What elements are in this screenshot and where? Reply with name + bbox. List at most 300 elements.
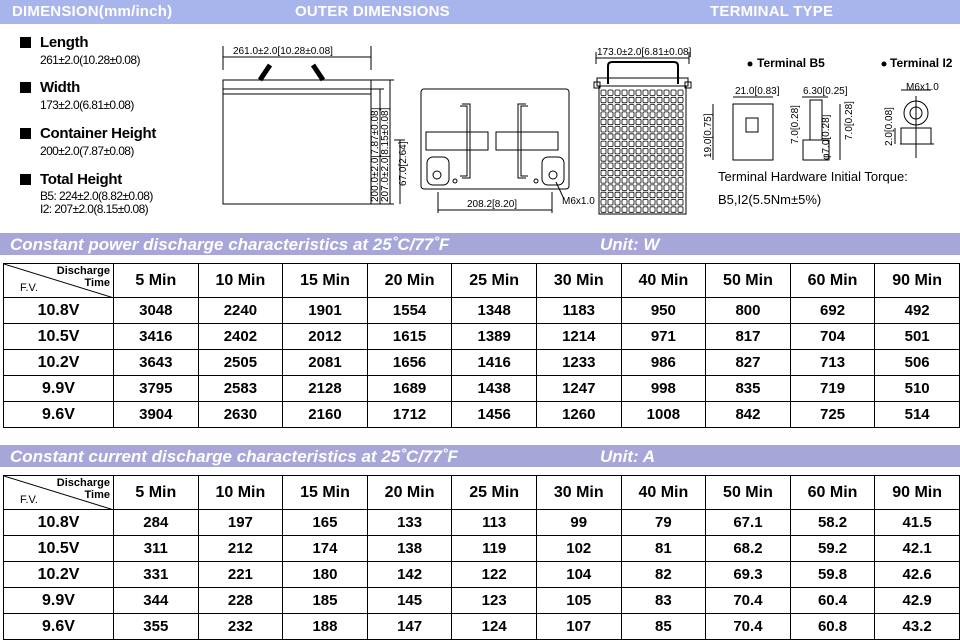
rib-cell	[678, 148, 683, 154]
table-cell: 133	[367, 510, 452, 536]
table-cell: 60.8	[790, 614, 875, 640]
rib-cell	[671, 192, 676, 198]
rib-cell	[629, 141, 634, 147]
rib-cell	[622, 207, 627, 213]
corner-fv-label: F.V.	[20, 282, 38, 294]
outer-dimensions-drawing	[0, 0, 960, 230]
table-cell: 228	[198, 588, 283, 614]
table-cell: 2160	[283, 402, 368, 428]
battery-front-view	[594, 52, 691, 214]
rib-cell	[671, 134, 676, 140]
table-cell: 122	[452, 562, 537, 588]
spec-total-height-b5: B5: 224±2.0(8.82±0.08)	[40, 189, 153, 203]
rib-cell	[650, 97, 655, 103]
table-cell: 147	[367, 614, 452, 640]
rib-cell	[629, 90, 634, 96]
table-cell: 185	[283, 588, 368, 614]
rib-cell	[678, 178, 683, 184]
table-row	[4, 402, 960, 428]
rib-cell	[608, 141, 613, 147]
rib-cell	[650, 119, 655, 125]
column-header: 10 Min	[198, 476, 283, 510]
rib-cell	[608, 105, 613, 111]
column-header: 30 Min	[536, 476, 621, 510]
table-cell: 1438	[452, 376, 537, 402]
rib-cell	[622, 148, 627, 154]
final-voltage-cell: 10.8V	[4, 298, 114, 324]
rib-cell	[643, 163, 648, 169]
rib-cell	[671, 97, 676, 103]
terminal-b5-post-height-dim: 7.0[0.28]	[790, 105, 801, 144]
rib-cell	[636, 148, 641, 154]
rib-cell	[671, 105, 676, 111]
table-cell: 1416	[452, 350, 537, 376]
rib-cell	[664, 141, 669, 147]
rib-cell	[608, 170, 613, 176]
table-cell: 102	[536, 536, 621, 562]
rib-cell	[671, 170, 676, 176]
rib-cell	[671, 90, 676, 96]
rib-cell	[678, 127, 683, 133]
column-header: 25 Min	[452, 264, 537, 298]
rib-cell	[657, 200, 662, 206]
terminal-b5-hole-dim: 7.0[0.28]	[844, 101, 855, 140]
column-header: 15 Min	[283, 476, 368, 510]
rib-cell	[643, 119, 648, 125]
power-discharge-table	[3, 263, 960, 428]
table-cell: 41.5	[875, 510, 960, 536]
rib-cell	[636, 207, 641, 213]
table-cell: 311	[114, 536, 199, 562]
rib-cell	[601, 90, 606, 96]
table-cell: 1656	[367, 350, 452, 376]
power-table-unit: Unit: W	[600, 235, 660, 254]
table-corner-cell	[4, 476, 114, 510]
rib-cell	[671, 178, 676, 184]
rib-cell	[629, 170, 634, 176]
table-cell: 835	[706, 376, 791, 402]
table-cell: 713	[790, 350, 875, 376]
table-cell: 99	[536, 510, 621, 536]
spec-length-label: Length	[40, 34, 89, 51]
table-cell: 70.4	[706, 588, 791, 614]
rib-cell	[601, 148, 606, 154]
rib-cell	[615, 90, 620, 96]
table-cell: 1901	[283, 298, 368, 324]
rib-cell	[629, 112, 634, 118]
rib-cell	[664, 90, 669, 96]
table-cell: 42.6	[875, 562, 960, 588]
rib-cell	[650, 112, 655, 118]
rib-cell	[636, 170, 641, 176]
final-voltage-cell: 10.5V	[4, 324, 114, 350]
rib-cell	[629, 97, 634, 103]
table-header-row	[4, 264, 960, 298]
corner-time-label: Time	[84, 277, 110, 289]
rib-cell	[664, 105, 669, 111]
rib-cell	[664, 97, 669, 103]
rib-cell	[608, 90, 613, 96]
rib-cell	[615, 200, 620, 206]
column-header: 15 Min	[283, 264, 368, 298]
current-discharge-table	[3, 475, 960, 640]
rib-cell	[657, 134, 662, 140]
rib-cell	[608, 112, 613, 118]
rib-cell	[622, 156, 627, 162]
rib-cell	[657, 170, 662, 176]
rib-cell	[671, 141, 676, 147]
rib-cell	[671, 156, 676, 162]
table-cell: 69.3	[706, 562, 791, 588]
rib-cell	[664, 192, 669, 198]
rib-cell	[650, 185, 655, 191]
table-cell: 138	[367, 536, 452, 562]
rib-cell	[664, 148, 669, 154]
table-cell: 827	[706, 350, 791, 376]
rib-cell	[601, 105, 606, 111]
corner-discharge-label: Discharge	[56, 477, 110, 489]
rib-cell	[643, 134, 648, 140]
spec-length-value: 261±2.0(10.28±0.08)	[40, 53, 140, 67]
table-cell: 344	[114, 588, 199, 614]
table-cell: 1456	[452, 402, 537, 428]
table-cell: 284	[114, 510, 199, 536]
rib-cell	[608, 97, 613, 103]
rib-cell	[671, 163, 676, 169]
table-cell: 2240	[198, 298, 283, 324]
rib-cell	[664, 127, 669, 133]
rib-cell	[608, 185, 613, 191]
table-cell: 3904	[114, 402, 199, 428]
rib-cell	[636, 90, 641, 96]
height-dimension-207: 207.0±2.0[8.15±0.08]	[380, 107, 391, 202]
rib-cell	[671, 207, 676, 213]
table-cell: 971	[621, 324, 706, 350]
rib-cell	[601, 178, 606, 184]
rib-cell	[643, 200, 648, 206]
rib-cell	[657, 207, 662, 213]
rib-cell	[601, 185, 606, 191]
rib-cell	[664, 134, 669, 140]
rib-cell	[615, 207, 620, 213]
final-voltage-cell: 9.6V	[4, 614, 114, 640]
column-header: 20 Min	[367, 264, 452, 298]
table-cell: 60.4	[790, 588, 875, 614]
rib-cell	[615, 97, 620, 103]
rib-cell	[622, 185, 627, 191]
rib-cell	[650, 127, 655, 133]
rib-cell	[678, 163, 683, 169]
length-dimension: 261.0±2.0[10.28±0.08]	[233, 46, 333, 57]
terminal-b5-diameter-dim: φ7.0[0.28]	[821, 114, 832, 160]
rib-cell	[636, 119, 641, 125]
column-header: 40 Min	[621, 264, 706, 298]
rib-cell	[601, 163, 606, 169]
table-cell: 82	[621, 562, 706, 588]
bolt-thread-label: M6x1.0	[562, 196, 595, 207]
rib-cell	[608, 207, 613, 213]
table-row	[4, 376, 960, 402]
rib-cell	[678, 170, 683, 176]
rib-cell	[622, 163, 627, 169]
mid-height-dimension: 67.0[2.64]	[398, 141, 409, 186]
table-cell: 842	[706, 402, 791, 428]
rib-cell	[629, 105, 634, 111]
rib-cell	[657, 156, 662, 162]
rib-cell	[671, 112, 676, 118]
spec-container-height-label: Container Height	[40, 125, 157, 142]
table-row	[4, 324, 960, 350]
rib-cell	[643, 148, 648, 154]
table-cell: 1214	[536, 324, 621, 350]
table-cell: 492	[875, 298, 960, 324]
table-cell: 79	[621, 510, 706, 536]
table-cell: 331	[114, 562, 199, 588]
table-cell: 105	[536, 588, 621, 614]
table-cell: 2012	[283, 324, 368, 350]
rib-cell	[636, 200, 641, 206]
rib-cell	[664, 163, 669, 169]
terminal-i2-height-dim: 2.0[0.08]	[884, 107, 895, 146]
rib-cell	[657, 112, 662, 118]
power-table-title: Constant power discharge characteristics at 25˚C/77˚F	[10, 235, 450, 254]
table-cell: 1247	[536, 376, 621, 402]
rib-cell	[622, 127, 627, 133]
base-dimension: 208.2[8.20]	[467, 199, 518, 210]
rib-cell	[657, 192, 662, 198]
rib-cell	[629, 119, 634, 125]
rib-cell	[636, 156, 641, 162]
rib-cell	[678, 185, 683, 191]
table-cell: 124	[452, 614, 537, 640]
terminal-b5-width-dim: 21.0[0.83]	[735, 86, 780, 97]
rib-cell	[643, 141, 648, 147]
table-cell: 59.2	[790, 536, 875, 562]
rib-cell	[615, 119, 620, 125]
table-cell: 221	[198, 562, 283, 588]
rib-cell	[629, 127, 634, 133]
rib-cell	[601, 170, 606, 176]
spec-width-label: Width	[40, 79, 81, 96]
rib-cell	[657, 105, 662, 111]
torque-value: B5,I2(5.5Nm±5%)	[718, 192, 822, 207]
table-cell: 197	[198, 510, 283, 536]
rib-cell	[615, 127, 620, 133]
spec-total-height-i2: I2: 207±2.0(8.15±0.08)	[40, 202, 149, 216]
rib-cell	[622, 119, 627, 125]
table-row	[4, 298, 960, 324]
table-cell: 692	[790, 298, 875, 324]
table-cell: 119	[452, 536, 537, 562]
rib-cell	[671, 148, 676, 154]
rib-cell	[643, 90, 648, 96]
rib-cell	[657, 119, 662, 125]
rib-cell	[622, 200, 627, 206]
table-row	[4, 350, 960, 376]
table-cell: 68.2	[706, 536, 791, 562]
rib-cell	[608, 134, 613, 140]
rib-cell	[622, 90, 627, 96]
table-cell: 85	[621, 614, 706, 640]
rib-cell	[657, 185, 662, 191]
column-header: 5 Min	[114, 476, 199, 510]
rib-cell	[615, 163, 620, 169]
rib-cell	[671, 119, 676, 125]
spec-container-height-value: 200±2.0(7.87±0.08)	[40, 144, 134, 158]
rib-cell	[636, 163, 641, 169]
rib-cell	[650, 192, 655, 198]
rib-cell	[615, 178, 620, 184]
rib-cell	[608, 192, 613, 198]
table-cell: 174	[283, 536, 368, 562]
outer-dimensions-label: OUTER DIMENSIONS	[295, 3, 450, 20]
final-voltage-cell: 9.6V	[4, 402, 114, 428]
rib-cell	[643, 185, 648, 191]
table-cell: 2505	[198, 350, 283, 376]
table-row	[4, 588, 960, 614]
column-header: 60 Min	[790, 264, 875, 298]
terminal-b5-post-dim: 6.30[0.25]	[803, 86, 848, 97]
final-voltage-cell: 9.9V	[4, 588, 114, 614]
column-header: 40 Min	[621, 476, 706, 510]
rib-cell	[601, 141, 606, 147]
terminal-i2-drawing	[895, 90, 934, 158]
rib-cell	[622, 112, 627, 118]
rib-cell	[678, 200, 683, 206]
rib-cell	[657, 141, 662, 147]
rib-cell	[657, 127, 662, 133]
table-cell: 43.2	[875, 614, 960, 640]
rib-cell	[601, 192, 606, 198]
rib-cell	[601, 134, 606, 140]
rib-cell	[608, 127, 613, 133]
rib-cell	[608, 178, 613, 184]
table-cell: 1348	[452, 298, 537, 324]
rib-cell	[601, 97, 606, 103]
column-header: 60 Min	[790, 476, 875, 510]
table-header-row	[4, 476, 960, 510]
power-section-bar	[0, 233, 960, 255]
table-cell: 514	[875, 402, 960, 428]
rib-cell	[629, 200, 634, 206]
rib-cell	[615, 185, 620, 191]
table-cell: 1008	[621, 402, 706, 428]
rib-cell	[678, 112, 683, 118]
table-cell: 725	[790, 402, 875, 428]
current-section-bar	[0, 445, 960, 467]
column-header: 50 Min	[706, 476, 791, 510]
rib-cell	[622, 134, 627, 140]
rib-cell	[636, 141, 641, 147]
table-cell: 506	[875, 350, 960, 376]
rib-cell	[622, 192, 627, 198]
rib-cell	[657, 163, 662, 169]
rib-cell	[678, 134, 683, 140]
table-cell: 83	[621, 588, 706, 614]
rib-cell	[608, 148, 613, 154]
table-row	[4, 510, 960, 536]
rib-cell	[629, 134, 634, 140]
table-cell: 232	[198, 614, 283, 640]
rib-cell	[664, 207, 669, 213]
final-voltage-cell: 10.2V	[4, 562, 114, 588]
spec-total-height-label: Total Height	[40, 171, 122, 188]
rib-cell	[650, 105, 655, 111]
spec-width-value: 173±2.0(6.81±0.08)	[40, 98, 134, 112]
rib-cell	[650, 134, 655, 140]
table-cell: 42.1	[875, 536, 960, 562]
table-cell: 3048	[114, 298, 199, 324]
rib-cell	[601, 156, 606, 162]
table-cell: 950	[621, 298, 706, 324]
table-cell: 3795	[114, 376, 199, 402]
rib-cell	[657, 178, 662, 184]
rib-cell	[615, 170, 620, 176]
table-cell: 188	[283, 614, 368, 640]
column-header: 90 Min	[875, 264, 960, 298]
rib-cell	[678, 119, 683, 125]
table-cell: 1260	[536, 402, 621, 428]
rib-cell	[678, 192, 683, 198]
rib-cell	[671, 185, 676, 191]
table-cell: 2583	[198, 376, 283, 402]
table-cell: 501	[875, 324, 960, 350]
column-header: 25 Min	[452, 476, 537, 510]
table-cell: 1389	[452, 324, 537, 350]
rib-cell	[671, 200, 676, 206]
rib-cell	[657, 90, 662, 96]
table-cell: 42.9	[875, 588, 960, 614]
rib-cell	[601, 207, 606, 213]
table-cell: 113	[452, 510, 537, 536]
rib-cell	[643, 170, 648, 176]
current-table-title: Constant current discharge characteristics at 25˚C/77˚F	[10, 447, 458, 466]
rib-cell	[678, 105, 683, 111]
table-cell: 719	[790, 376, 875, 402]
rib-cell	[650, 207, 655, 213]
table-row	[4, 614, 960, 640]
table-cell: 998	[621, 376, 706, 402]
rib-cell	[643, 178, 648, 184]
rib-cell	[643, 97, 648, 103]
rib-cell	[650, 170, 655, 176]
rib-cell	[678, 156, 683, 162]
rib-cell	[664, 178, 669, 184]
final-voltage-cell: 10.2V	[4, 350, 114, 376]
terminal-b5-bullet-icon	[748, 62, 753, 67]
rib-cell	[622, 105, 627, 111]
rib-cell	[643, 192, 648, 198]
rib-cell	[636, 178, 641, 184]
table-cell: 104	[536, 562, 621, 588]
table-cell: 510	[875, 376, 960, 402]
rib-cell	[650, 141, 655, 147]
rib-cell	[664, 112, 669, 118]
rib-cell	[636, 127, 641, 133]
table-cell: 67.1	[706, 510, 791, 536]
table-cell: 3416	[114, 324, 199, 350]
rib-cell	[657, 97, 662, 103]
table-cell: 817	[706, 324, 791, 350]
column-header: 90 Min	[875, 476, 960, 510]
rib-cell	[650, 148, 655, 154]
table-cell: 1615	[367, 324, 452, 350]
rib-cell	[615, 112, 620, 118]
rib-cell	[636, 105, 641, 111]
rib-cell	[608, 200, 613, 206]
rib-cell	[650, 200, 655, 206]
rib-cell	[622, 170, 627, 176]
